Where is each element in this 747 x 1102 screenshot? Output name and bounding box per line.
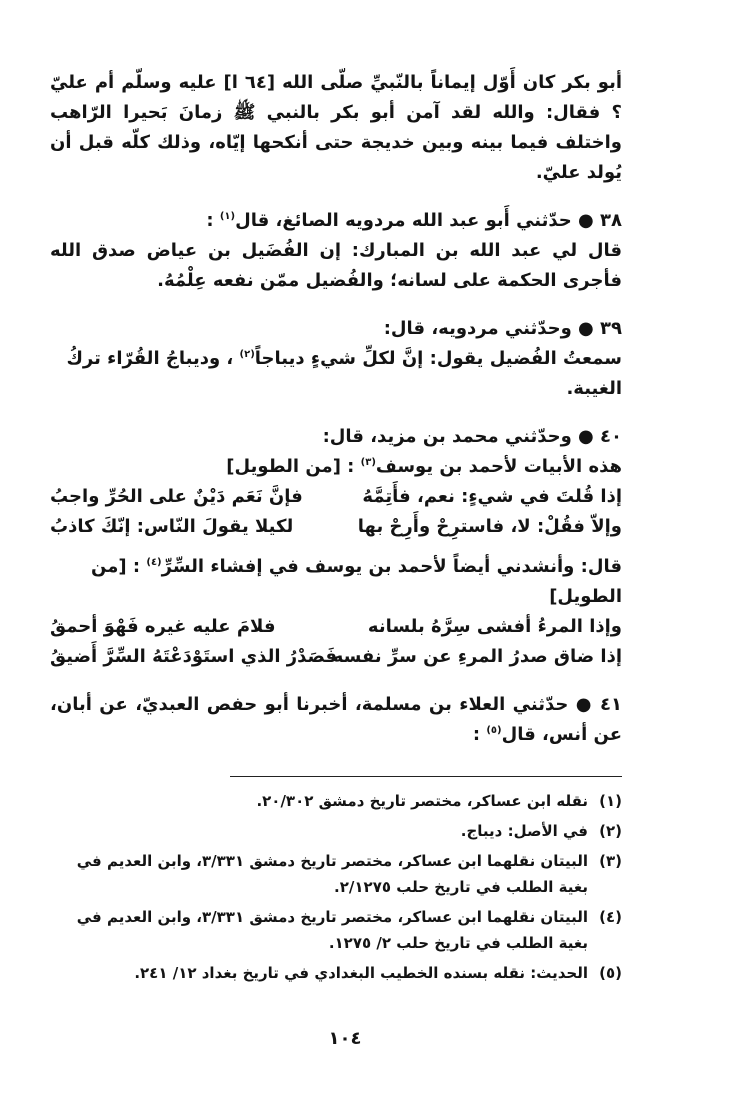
footnote-text: نقله ابن عساكر، مختصر تاريخ دمشق ٢٠/٣٠٢. [256, 792, 588, 810]
verse-4-second-hemistich: فَصَدْرُ الذي استَوْدَعْتَهُ السِّرَّ أَضيقُ [50, 646, 338, 667]
verse-1-first-hemistich: إذا قُلتَ في شيءٍ: نعم، فأَتِمَّهُ [362, 486, 622, 507]
footnote-number: (٥) [599, 964, 622, 982]
footnote-number: (١) [599, 792, 622, 810]
footnote-number: (٣) [599, 852, 622, 870]
footnote-ref-3: (٣) [360, 457, 376, 468]
hadith-40-second-intro-a: قال: وأنشدني أيضاً لأحمد بن يوسف في إفشاء السِّرِّ [161, 556, 622, 577]
hadith-39-text [50, 344, 622, 404]
verse-2-first-hemistich: وإلاّ فقُلْ: لا، فاسترِحْ وأَرِحْ بها [357, 516, 622, 537]
verse-line-3 [50, 612, 622, 642]
page-number: ١٠٤ [328, 1028, 362, 1049]
footnote-text: البيتان نقلهما ابن عساكر، مختصر تاريخ دمشق ٣/٣٣١، وابن العديم في بغية الطلب في تاريخ حلب ٢/ ١٢٧٥. [76, 908, 588, 952]
footnote-2 [48, 818, 622, 844]
hadith-38-heading [50, 206, 622, 236]
footnote-separator [230, 776, 622, 777]
hadith-41-heading-colon: : [472, 724, 487, 745]
hadith-41-heading-text: ٤١ ● حدّثني العلاء بن مسلمة، أخبرنا أبو حفص العبديّ، عن أبان، عن أنس، قال [50, 694, 622, 745]
paragraph-37-continuation: أبو بكر كان أَوّل إيماناً بالنّبيِّ صلّى الله [٦٤ ا] عليه وسلّم أم عليّ ؟ فقال: والله لقد آمن أبو بكر بالنبي ﷺ زمانَ بَحيرا الرّاهب واختلف فيما بينه وبين خديجة حتى أنكحها إيّاه، وذلك كلّه قبل أن يُولد عليّ. [50, 72, 622, 183]
hadith-40-second-intro-b: : [من الطويل] [91, 556, 622, 607]
hadith-40-heading: ٤٠ ● وحدّثني محمد بن مزيد، قال: [322, 426, 622, 447]
verse-1-second-hemistich: فإنَّ نَعَم دَيْنٌ على الحُرِّ واجبُ [50, 486, 303, 507]
verse-3-second-hemistich: فلامَ عليه غيره فَهْوَ أحمقُ [50, 616, 276, 637]
verse-line-4 [50, 642, 622, 672]
footnote-text: الحديث: نقله بسنده الخطيب البغدادي في تاريخ بغداد ١٢/ ٢٤١. [134, 964, 588, 982]
footnote-ref-2: (٢) [239, 349, 255, 360]
verse-line-2 [50, 512, 622, 542]
verse-2-second-hemistich: لكيلا يقولَ النّاس: إنّكَ كاذبُ [50, 516, 294, 537]
hadith-38-heading-text: ٣٨ ● حدّثني أَبو عبد الله مردويه الصائغ، قال [235, 210, 622, 231]
footnote-1 [48, 788, 622, 814]
hadith-39-text-a: سمعتُ الفُضيل يقول: إنَّ لكلِّ شيءٍ ديباجاً [254, 348, 622, 369]
footnote-4 [48, 904, 622, 956]
footnote-ref-5: (٥) [486, 725, 502, 736]
hadith-40-intro-a: هذه الأبيات لأحمد بن يوسف [375, 456, 622, 477]
hadith-39-heading: ٣٩ ● وحدّثني مردويه، قال: [383, 318, 622, 339]
verse-3-first-hemistich: وإذا المرءُ أفشى سِرَّهُ بلسانه [367, 616, 622, 637]
hadith-40-second-intro [50, 552, 622, 612]
footnote-ref-4: (٤) [146, 557, 162, 568]
footnotes [48, 788, 622, 990]
footnote-text: في الأصل: ديباج. [460, 822, 588, 840]
hadith-40-intro [50, 452, 622, 482]
footnote-3 [48, 848, 622, 900]
footnote-number: (٢) [599, 822, 622, 840]
footnote-text: البيتان نقلهما ابن عساكر، مختصر تاريخ دمشق ٣/٣٣١، وابن العديم في بغية الطلب في تاريخ حلب ٢/١٢٧٥. [76, 852, 588, 896]
footnote-5 [48, 960, 622, 986]
main-text [50, 68, 622, 750]
hadith-38-text: قال لي عبد الله بن المبارك: إن الفُضَيل بن عياض صدق الله فأجرى الحكمة على لسانه؛ والفُضيل ممّن نفعه عِلْمُهُ. [50, 240, 622, 291]
hadith-41-heading [50, 690, 622, 750]
hadith-38-heading-colon: : [206, 210, 220, 231]
hadith-40-intro-b: : [من الطويل] [226, 456, 361, 477]
footnote-ref-1: (١) [219, 211, 236, 222]
verse-4-first-hemistich: إذا ضاق صدرُ المرءِ عن سرِّ نفسه [332, 646, 622, 667]
footnote-number: (٤) [599, 908, 622, 926]
verse-line-1 [50, 482, 622, 512]
hadith-39-text-b: ، وديباجُ القُرّاء تركُ الغيبة. [66, 348, 622, 399]
